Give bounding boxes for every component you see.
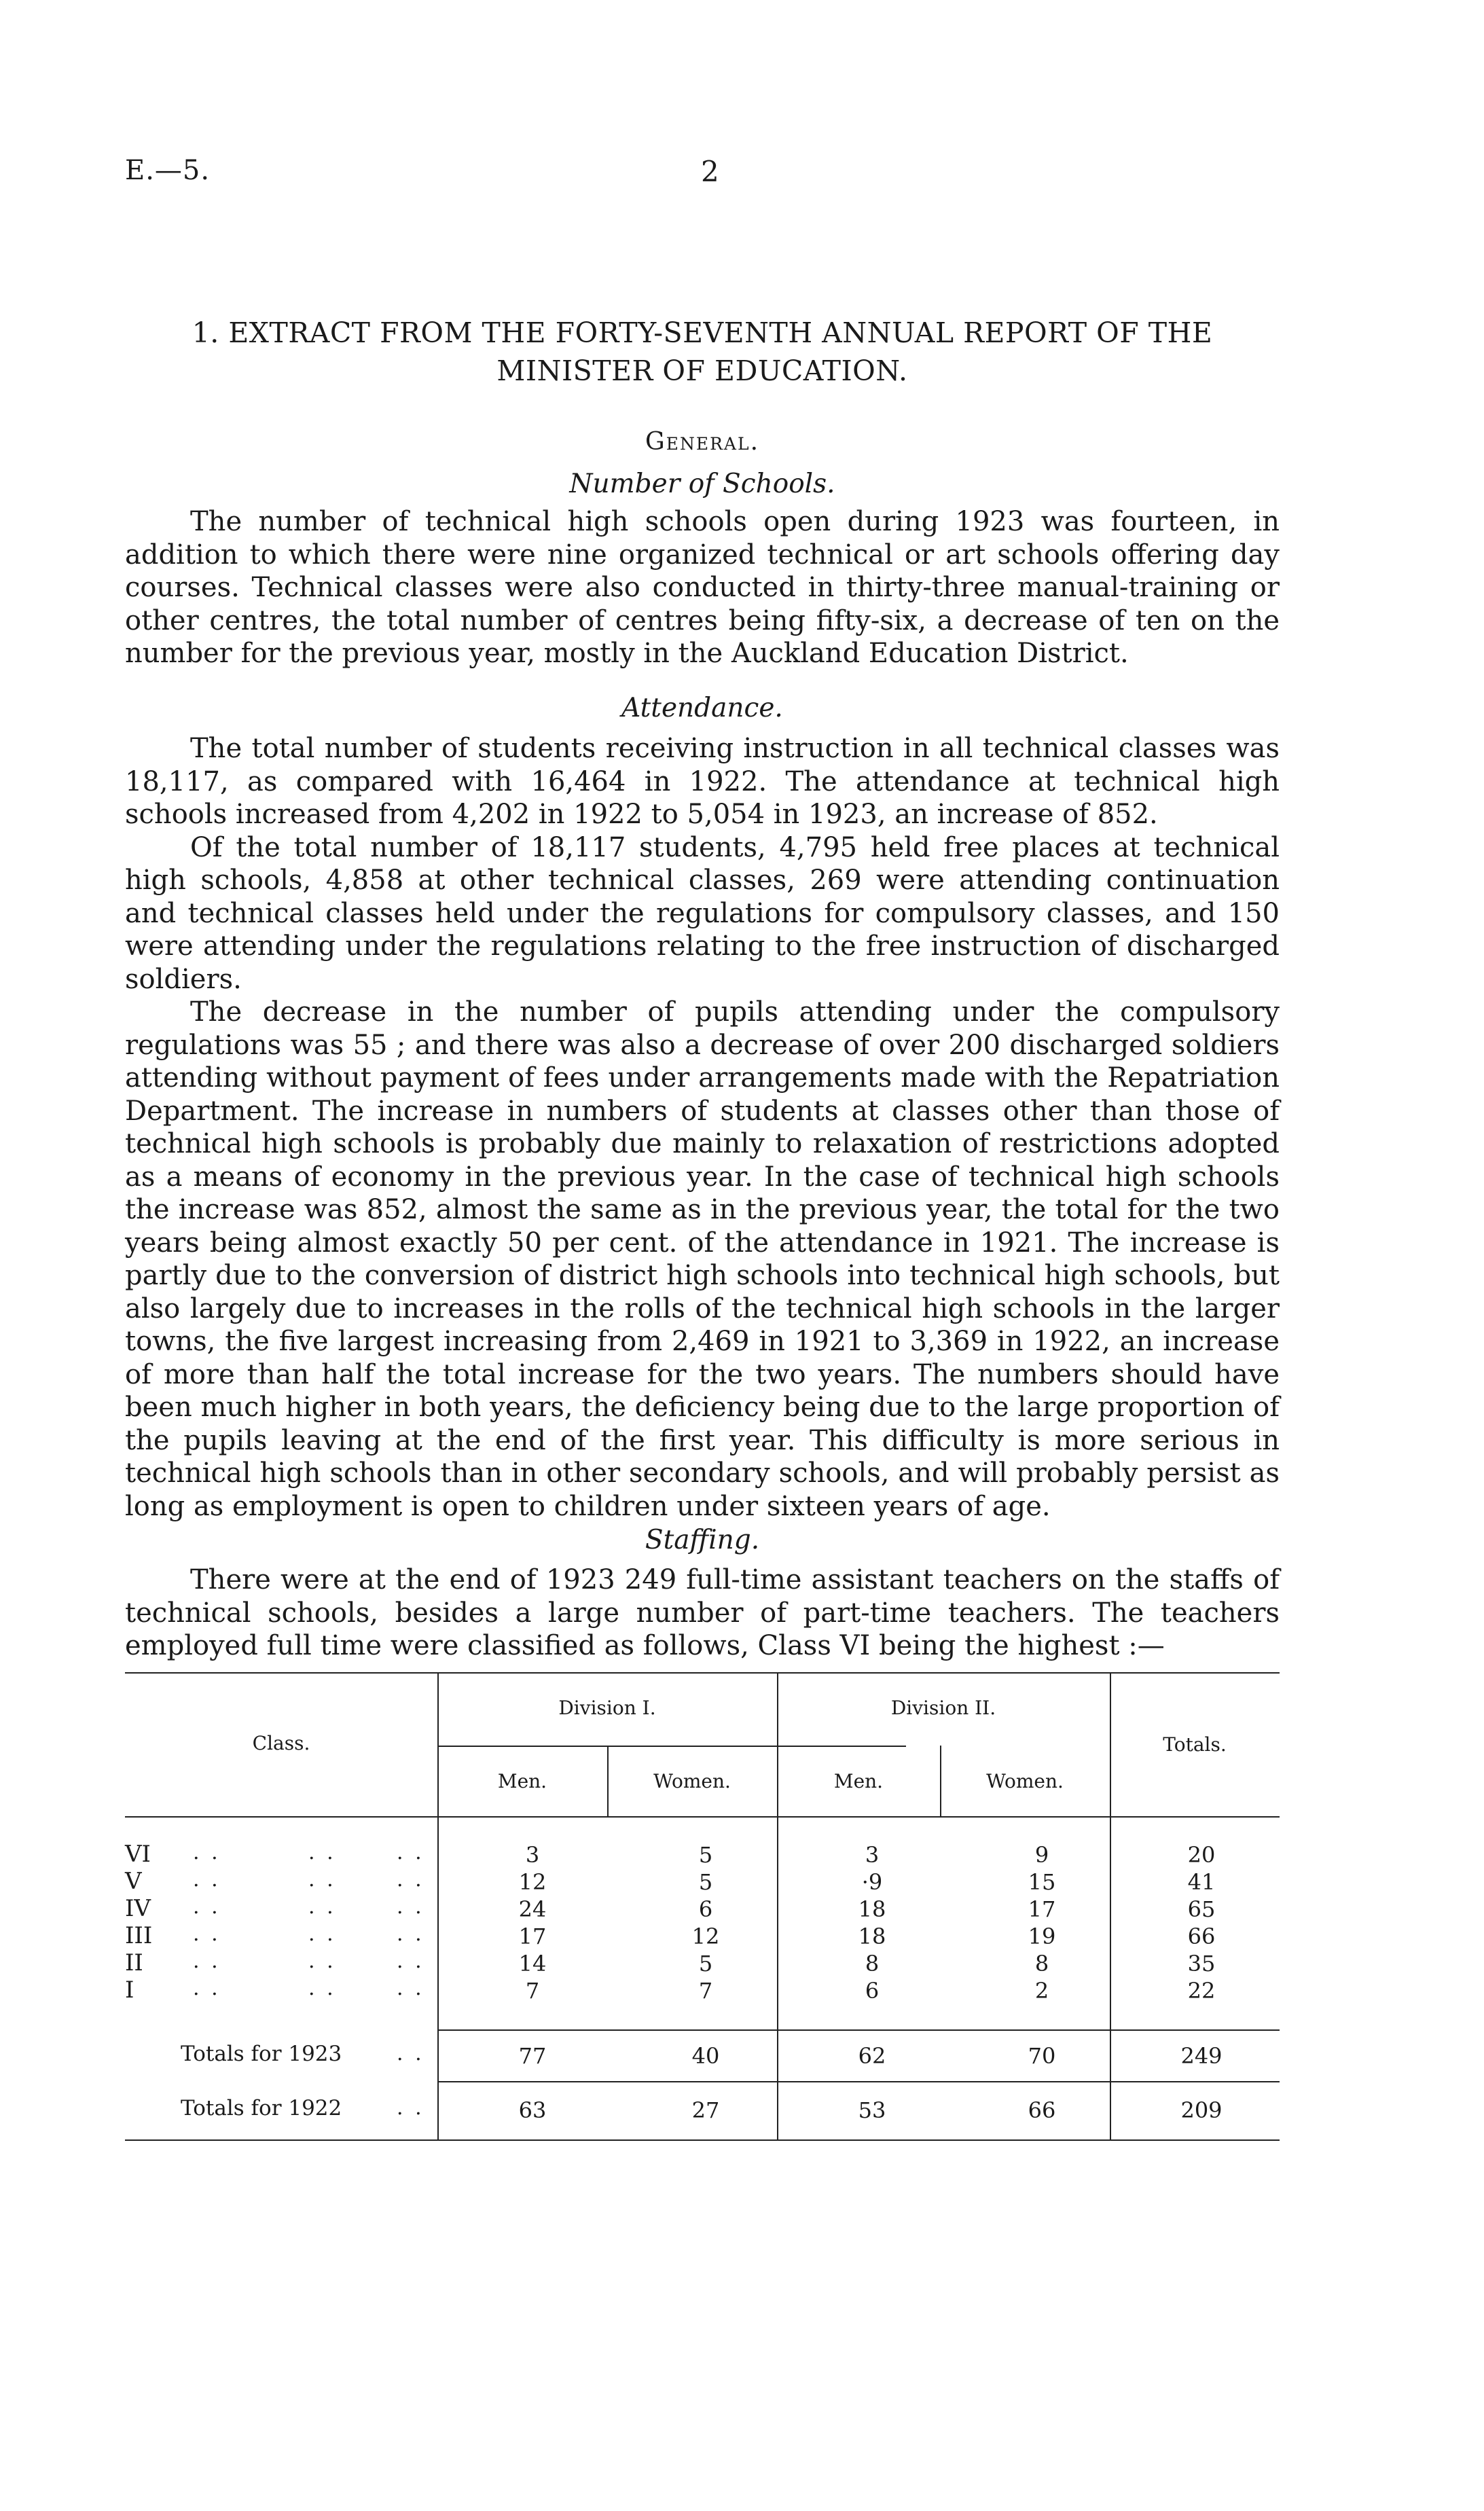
column-rule (437, 1672, 439, 2139)
table-cell: 62 (858, 2043, 886, 2069)
table-cell: 20 (1187, 1842, 1216, 1868)
paragraph-attendance (125, 732, 1280, 1523)
leader-dots: . . (397, 1895, 424, 1919)
table-cell: 66 (1028, 2097, 1056, 2123)
totals-1922-label: Totals for 1922 (181, 2096, 342, 2120)
staffing-table (125, 1672, 1280, 2141)
table-bottom-rule (125, 2139, 1280, 2141)
leader-dots: . . (308, 1976, 336, 2000)
table-cell: 53 (858, 2097, 886, 2123)
division-underline-rule (437, 1746, 906, 1747)
table-cell: 22 (1187, 1978, 1216, 2004)
table-cell: 9 (1034, 1842, 1049, 1868)
document-reference: E.—5. (125, 155, 211, 186)
table-cell: 18 (858, 1896, 886, 1922)
totals-1923-label: Totals for 1923 (181, 2042, 342, 2066)
table-cell: 41 (1187, 1869, 1216, 1895)
division-2-header: Division II. (890, 1697, 996, 1719)
class-label: V (125, 1868, 142, 1895)
table-cell: 8 (865, 1951, 880, 1976)
table-cell: 17 (1028, 1896, 1056, 1922)
leader-dots: . . (193, 1841, 221, 1864)
leader-dots: . . (397, 1868, 424, 1892)
leader-dots: . . (397, 1949, 424, 1973)
title-line-2: MINISTER OF EDUCATION. (496, 355, 908, 387)
report-title (125, 314, 1280, 390)
table-cell: 3 (525, 1842, 540, 1868)
subheading-attendance: Attendance. (621, 693, 783, 723)
section-heading: General. (645, 428, 760, 456)
leader-dots: . . (308, 1868, 336, 1892)
table-cell: 5 (698, 1951, 713, 1976)
leader-dots: . . (193, 1868, 221, 1892)
page-number: 2 (701, 155, 719, 188)
leader-dots: . . (193, 1922, 221, 1946)
leader-dots: . . (397, 1841, 424, 1864)
table-cell: 12 (691, 1923, 720, 1949)
division-2-men-header: Men. (833, 1770, 884, 1792)
paragraph: The decrease in the number of pupils attending under the compulsory regulations was 55 ; and there was also a decrease of over 200 discharged soldiers attending without payment of fees under arrangements made with the Repatriation Department. The increase in numbers of students at classes other than those of technical high schools is probably due mainly to relaxation of restrictions adopted as a means of economy in the previous year. In the case of technical high schools the increase was 852, almost the same as in the previous year, the total for the two years being almost exactly 50 per cent. of the attendance in 1921. The increase is partly due to the conversion of district high schools into technical high schools, but also largely due to increases in the rolls of the technical high schools in the larger towns, the five largest increasing from 2,469 in 1921 to 3,369 in 1922, an increase of more than half the total increase for the two years. The numbers should have been much higher in both years, the deficiency being due to the large proportion of the pupils leaving at the end of the first year. This difficulty is more serious in technical high schools than in other secondary schools, and will probably persist as long as employment is open to children under sixteen years of age. (125, 996, 1280, 1522)
leader-dots: . . (308, 1841, 336, 1864)
header-bottom-rule (125, 1816, 1280, 1818)
leader-dots: . . (308, 1895, 336, 1919)
totals-1922-rule (437, 2081, 1280, 2082)
table-cell: 35 (1187, 1951, 1216, 1976)
subheading-number-of-schools: Number of Schools. (569, 469, 835, 499)
table-cell: 40 (691, 2043, 720, 2069)
table-cell: 17 (518, 1923, 547, 1949)
table-cell: 7 (525, 1978, 540, 2004)
table-cell: 14 (518, 1951, 547, 1976)
class-label: III (125, 1922, 153, 1949)
table-cell: 5 (698, 1869, 713, 1895)
table-cell: 66 (1187, 1923, 1216, 1949)
subheading-staffing: Staffing. (645, 1525, 760, 1555)
table-cell: 8 (1034, 1951, 1049, 1976)
leader-dots: . . (308, 1922, 336, 1946)
table-cell: 12 (518, 1869, 547, 1895)
class-label: I (125, 1976, 134, 2004)
leader-dots: . . (193, 1949, 221, 1973)
table-cell: 15 (1028, 1869, 1056, 1895)
table-cell: 24 (518, 1896, 547, 1922)
table-cell: 65 (1187, 1896, 1216, 1922)
totals-1923-rule (437, 2029, 1280, 2031)
table-cell: 27 (691, 2097, 720, 2123)
paragraph-schools (125, 505, 1280, 670)
leader-dots: . . (397, 1976, 424, 2000)
leader-dots: . . (397, 1922, 424, 1946)
division-1-header: Division I. (558, 1697, 656, 1719)
leader-dots: . . (308, 1949, 336, 1973)
leader-dots: . . (193, 1895, 221, 1919)
table-cell: 70 (1028, 2043, 1056, 2069)
title-line-1: 1. EXTRACT FROM THE FORTY-SEVENTH ANNUAL REPORT OF THE (192, 317, 1213, 349)
paragraph: The number of technical high schools open during 1923 was fourteen, in addition to which there were nine organized technical or art schools offering day courses. Technical classes were also conducted in thirty-three manual-training or other centres, the total number of centres being fifty-six, a decrease of ten on the number for the previous year, mostly in the Auckland Education District. (125, 506, 1280, 669)
totals-column-header: Totals. (1163, 1733, 1227, 1756)
division-1-women-header: Women. (653, 1770, 731, 1792)
class-column-header: Class. (252, 1732, 310, 1754)
leader-dots: . . (397, 2096, 424, 2120)
class-label: VI (125, 1841, 151, 1868)
class-label: II (125, 1949, 143, 1976)
table-cell: 77 (518, 2043, 547, 2069)
table-cell: ·9 (861, 1869, 883, 1895)
table-cell: 6 (698, 1896, 713, 1922)
division-1-men-header: Men. (497, 1770, 547, 1792)
paragraph: Of the total number of 18,117 students, 4,795 held free places at technical high schools, 4,858 at other technical classes, 269 were attending continuation and technical classes held under the regulations for compulsory classes, and 150 were attending under the regulations relating to the free instruction of discharged soldiers. (125, 831, 1280, 995)
table-cell: 18 (858, 1923, 886, 1949)
paragraph: The total number of students receiving instruction in all technical classes was 18,117, as compared with 16,464 in 1922. The attendance at technical high schools increased from 4,202 in 1922 to 5,054 in 1923, an increase of 852. (125, 733, 1280, 830)
division-2-women-header: Women. (986, 1770, 1064, 1792)
table-cell: 6 (865, 1978, 880, 2004)
table-cell: 2 (1034, 1978, 1049, 2004)
table-top-rule (125, 1672, 1280, 1674)
paragraph-staffing (125, 1564, 1280, 1663)
table-cell: 3 (865, 1842, 880, 1868)
class-label: IV (125, 1895, 151, 1922)
table-cell: 7 (698, 1978, 713, 2004)
leader-dots: . . (193, 1976, 221, 2000)
paragraph: There were at the end of 1923 249 full-time assistant teachers on the staffs of technical schools, besides a large number of part-time teachers. The teachers employed full time were classified as follows, Class VI being the highest :— (125, 1564, 1280, 1661)
table-cell: 209 (1180, 2097, 1223, 2123)
table-cell: 249 (1180, 2043, 1223, 2069)
table-cell: 19 (1028, 1923, 1056, 1949)
column-rule (777, 1672, 778, 2139)
leader-dots: . . (397, 2042, 424, 2065)
table-cell: 5 (698, 1842, 713, 1868)
table-cell: 63 (518, 2097, 547, 2123)
